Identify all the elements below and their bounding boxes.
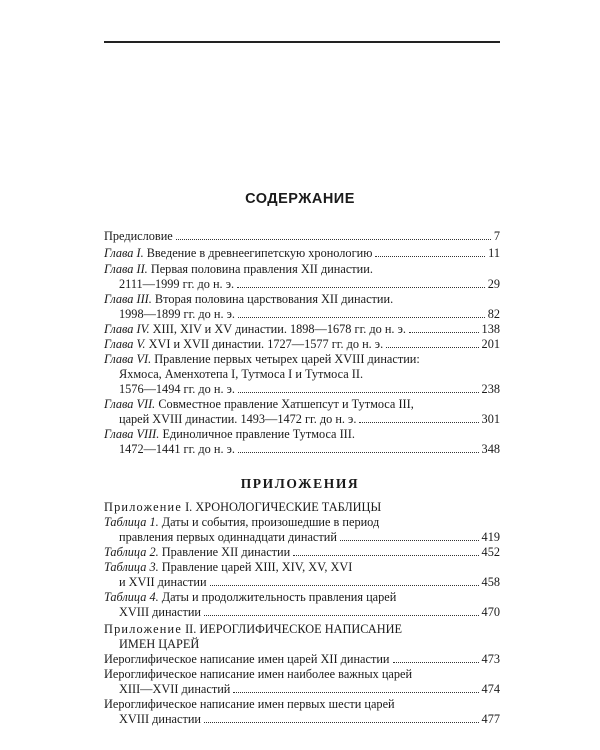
toc-entry-chapter-1[interactable]: Глава I. Введение в древнеегипетскую хронологию 11	[104, 246, 500, 260]
page-number: 477	[481, 712, 500, 726]
appendix-1-heading[interactable]: Приложение I. ХРОНОЛОГИЧЕСКИЕ ТАБЛИЦЫ	[104, 500, 382, 514]
toc-entry-chapter-7[interactable]: Глава VII. Совместное правление Хатшепсут и Тутмоса III,	[104, 397, 414, 411]
toc-entry-chapter-2[interactable]: Глава II. Первая половина правления XII династии.	[104, 262, 373, 276]
leader-dots	[293, 555, 478, 556]
contents-title: СОДЕРЖАНИЕ	[245, 191, 355, 207]
toc-entry-hieroglyph-2[interactable]: Иероглифическое написание имен наиболее важных царей	[104, 667, 413, 681]
leader-dots	[238, 392, 479, 393]
toc-entry-chapter-2-cont[interactable]: 2111—1999 гг. до н. э. 29	[119, 277, 500, 291]
toc-entry-preface[interactable]: Предисловие 7	[104, 229, 500, 243]
header-rule	[104, 41, 500, 43]
leader-dots	[375, 256, 485, 257]
leader-dots	[340, 540, 479, 541]
toc-entry-hieroglyph-1[interactable]: Иероглифическое написание имен царей XII династии 473	[104, 652, 500, 666]
page-number: 82	[487, 307, 500, 321]
toc-entry-chapter-3[interactable]: Глава III. Вторая половина царствования XII династии.	[104, 292, 394, 306]
page-number: 11	[488, 246, 500, 260]
toc-entry-chapter-6[interactable]: Глава VI. Правление первых четырех царей XVIII династии:	[104, 352, 420, 366]
toc-entry-hieroglyph-3[interactable]: Иероглифическое написание имен первых шести царей	[104, 697, 395, 711]
page-number: 473	[481, 652, 500, 666]
toc-entry-hieroglyph-3-cont[interactable]: XVIII династии 477	[119, 712, 500, 726]
page-number: 138	[481, 322, 500, 336]
appendix-2-heading-cont: ИМЕН ЦАРЕЙ	[119, 637, 200, 651]
leader-dots	[210, 585, 479, 586]
page-number: 301	[481, 412, 500, 426]
page-number: 458	[481, 575, 500, 589]
page-number: 470	[481, 605, 500, 619]
page-number: 474	[481, 682, 500, 696]
leader-dots	[359, 422, 478, 423]
toc-entry-chapter-6-cont2[interactable]: 1576—1494 гг. до н. э. 238	[119, 382, 500, 396]
toc-entry-table-4-cont[interactable]: XVIII династии 470	[119, 605, 500, 619]
leader-dots	[238, 317, 485, 318]
toc-entry-chapter-5[interactable]: Глава V. XVI и XVII династии. 1727—1577 гг. до н. э. 201	[104, 337, 500, 351]
leader-dots	[409, 332, 479, 333]
toc-entry-chapter-8[interactable]: Глава VIII. Единоличное правление Тутмоса III.	[104, 427, 355, 441]
toc-entry-chapter-7-cont[interactable]: царей XVIII династии. 1493—1472 гг. до н. э. 301	[119, 412, 500, 426]
toc-entry-hieroglyph-2-cont[interactable]: XIII—XVII династий 474	[119, 682, 500, 696]
leader-dots	[237, 287, 485, 288]
leader-dots	[204, 722, 479, 723]
toc-entry-table-1-cont[interactable]: правления первых одиннадцати династий 419	[119, 530, 500, 544]
page-number: 201	[481, 337, 500, 351]
toc-entry-table-2[interactable]: Таблица 2. Правление XII династии 452	[104, 545, 500, 559]
page-number: 452	[481, 545, 500, 559]
leader-dots	[204, 615, 479, 616]
toc-entry-table-3[interactable]: Таблица 3. Правление царей XIII, XIV, XV, XVI	[104, 560, 353, 574]
page-number: 29	[487, 277, 500, 291]
toc-entry-table-4[interactable]: Таблица 4. Даты и продолжительность правления царей	[104, 590, 397, 604]
toc-entry-chapter-3-cont[interactable]: 1998—1899 гг. до н. э. 82	[119, 307, 500, 321]
toc-entry-chapter-4[interactable]: Глава IV. XIII, XIV и XV династии. 1898—1678 гг. до н. э. 138	[104, 322, 500, 336]
page-number: 7	[493, 229, 500, 243]
leader-dots	[386, 347, 478, 348]
toc-entry-table-3-cont[interactable]: и XVII династии 458	[119, 575, 500, 589]
page-number: 419	[481, 530, 500, 544]
leader-dots	[393, 662, 479, 663]
appendices-title: ПРИЛОЖЕНИЯ	[240, 476, 360, 491]
toc-entry-chapter-8-cont[interactable]: 1472—1441 гг. до н. э. 348	[119, 442, 500, 456]
leader-dots	[233, 692, 478, 693]
toc-entry-table-1[interactable]: Таблица 1. Даты и события, произошедшие в период	[104, 515, 380, 529]
page-number: 238	[481, 382, 500, 396]
leader-dots	[176, 239, 491, 240]
leader-dots	[238, 452, 479, 453]
appendix-2-heading[interactable]: Приложение II. ИЕРОГЛИФИЧЕСКОЕ НАПИСАНИЕ	[104, 622, 403, 636]
page-number: 348	[481, 442, 500, 456]
toc-entry-chapter-6-cont: Яхмоса, Аменхотепа I, Тутмоса I и Тутмоса II.	[119, 367, 364, 381]
